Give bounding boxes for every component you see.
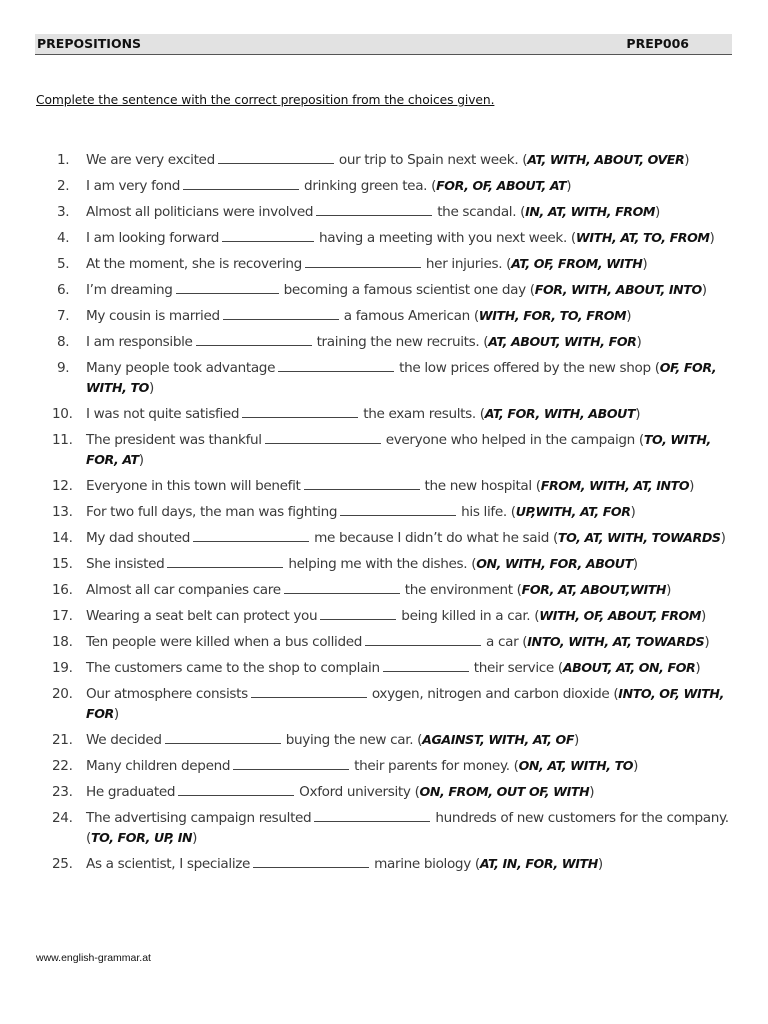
- question-item: [57, 358, 747, 398]
- answer-choices: AT, IN, FOR, WITH: [479, 856, 598, 871]
- question-number: 1.: [57, 152, 70, 168]
- question-number: 11.: [52, 432, 73, 448]
- question-item: [52, 632, 747, 652]
- answer-blank[interactable]: [253, 854, 369, 868]
- question-number: 21.: [52, 732, 73, 748]
- question-number: 2.: [57, 178, 70, 194]
- answer-choices: WITH, AT, TO, FROM: [575, 230, 710, 245]
- answer-choices: WITH, OF, ABOUT, FROM: [539, 608, 701, 623]
- question-number: 17.: [52, 608, 73, 624]
- question-number: 14.: [52, 530, 73, 546]
- closing-paren: ): [148, 380, 154, 396]
- question-text-start: I am very fond: [86, 178, 181, 194]
- question-text-start: I’m dreaming: [86, 282, 173, 298]
- question-text-end: marine biology (: [374, 856, 480, 872]
- question-text-end: the environment (: [404, 582, 522, 598]
- answer-choices: ON, FROM, OUT OF, WITH: [419, 784, 590, 799]
- answer-blank[interactable]: [340, 502, 456, 516]
- question-number: 12.: [52, 478, 73, 494]
- question-text-start: As a scientist, I specialize: [86, 856, 251, 872]
- closing-paren: ): [630, 504, 636, 520]
- question-text-end: oxygen, nitrogen and carbon dioxide (: [371, 686, 619, 702]
- question-text-end: their parents for money. (: [354, 758, 519, 774]
- question-number: 16.: [52, 582, 73, 598]
- question-text-start: He graduated: [86, 784, 176, 800]
- question-text-end: the new hospital (: [424, 478, 541, 494]
- answer-blank[interactable]: [196, 332, 312, 346]
- question-number: 9.: [57, 360, 70, 376]
- question-item: [52, 404, 747, 424]
- question-number: 10.: [52, 406, 73, 422]
- answer-blank[interactable]: [193, 528, 309, 542]
- question-text-end: a famous American (: [343, 308, 479, 324]
- answer-choices: FOR, WITH, ABOUT, INTO: [534, 282, 702, 297]
- question-item: [52, 476, 747, 496]
- closing-paren: ): [589, 784, 595, 800]
- question-number: 20.: [52, 686, 73, 702]
- question-text-start: I am looking forward: [86, 230, 219, 246]
- worksheet-header: [35, 34, 732, 55]
- question-item: [52, 554, 747, 574]
- answer-blank[interactable]: [383, 658, 469, 672]
- question-item: [52, 528, 747, 548]
- question-number: 5.: [57, 256, 70, 272]
- question-item: [57, 306, 747, 326]
- question-number: 24.: [52, 810, 73, 826]
- answer-choices: ON, AT, WITH, TO: [518, 758, 634, 773]
- question-item: [52, 606, 747, 626]
- question-text-end: becoming a famous scientist one day (: [283, 282, 535, 298]
- question-item: [52, 808, 747, 848]
- question-number: 6.: [57, 282, 70, 298]
- answer-blank[interactable]: [316, 202, 432, 216]
- worksheet-code: PREP006: [626, 36, 689, 51]
- answer-choices: AT, ABOUT, WITH, FOR: [488, 334, 637, 349]
- answer-blank[interactable]: [242, 404, 358, 418]
- question-item: [52, 430, 747, 470]
- answer-choices: FOR, OF, ABOUT, AT: [436, 178, 567, 193]
- answer-choices: ABOUT, AT, ON, FOR: [562, 660, 696, 675]
- question-text-start: Everyone in this town will benefit: [86, 478, 301, 494]
- answer-blank[interactable]: [305, 254, 421, 268]
- answer-choices: OF, FOR, WITH, TO: [86, 360, 717, 395]
- closing-paren: ): [574, 732, 580, 748]
- question-text-start: Wearing a seat belt can protect you: [86, 608, 318, 624]
- answer-choices: AT, OF, FROM, WITH: [511, 256, 643, 271]
- question-text-end: buying the new car. (: [285, 732, 423, 748]
- answer-blank[interactable]: [165, 730, 281, 744]
- answer-choices: TO, FOR, UP, IN: [90, 830, 193, 845]
- question-text-start: We are very excited: [86, 152, 215, 168]
- question-item: [57, 150, 747, 170]
- question-text-start: Almost all car companies care: [86, 582, 281, 598]
- question-number: 18.: [52, 634, 73, 650]
- question-item: [52, 684, 747, 724]
- question-text-end: the scandal. (: [437, 204, 526, 220]
- question-text-end: his life. (: [461, 504, 516, 520]
- question-item: [52, 658, 747, 678]
- question-text-end: helping me with the dishes. (: [288, 556, 477, 572]
- closing-paren: ): [684, 152, 690, 168]
- question-text-start: Our atmosphere consists: [86, 686, 248, 702]
- question-text-end: everyone who helped in the campaign (: [385, 432, 644, 448]
- question-text-end: our trip to Spain next week. (: [338, 152, 528, 168]
- question-number: 15.: [52, 556, 73, 572]
- question-text-end: the exam results. (: [363, 406, 485, 422]
- answer-blank[interactable]: [218, 150, 334, 164]
- question-text-start: The president was thankful: [86, 432, 262, 448]
- question-text-start: At the moment, she is recovering: [86, 256, 302, 272]
- question-item: [57, 254, 747, 274]
- closing-paren: ): [566, 178, 572, 194]
- closing-paren: ): [709, 230, 715, 246]
- question-text-start: The advertising campaign resulted: [86, 810, 312, 826]
- question-text-start: Many children depend: [86, 758, 231, 774]
- question-item: [57, 176, 747, 196]
- question-text-start: My cousin is married: [86, 308, 220, 324]
- answer-blank[interactable]: [183, 176, 299, 190]
- answer-choices: AT, WITH, ABOUT, OVER: [527, 152, 685, 167]
- closing-paren: ): [655, 204, 660, 220]
- question-text-end: having a meeting with you next week. (: [318, 230, 576, 246]
- worksheet-title: PREPOSITIONS: [37, 36, 142, 51]
- question-text-start: Almost all politicians were involved: [86, 204, 314, 220]
- closing-paren: ): [666, 582, 672, 598]
- question-text-start: She insisted: [86, 556, 165, 572]
- answer-choices: WITH, FOR, TO, FROM: [478, 308, 627, 323]
- answer-choices: FOR, AT, ABOUT,WITH: [521, 582, 667, 597]
- question-text-end: me because I didn’t do what he said (: [314, 530, 558, 546]
- question-list: [52, 150, 747, 880]
- answer-choices: ON, WITH, FOR, ABOUT: [476, 556, 633, 571]
- question-text-end: the low prices offered by the new shop (: [399, 360, 660, 376]
- answer-choices: FROM, WITH, AT, INTO: [540, 478, 690, 493]
- answer-choices: TO, AT, WITH, TOWARDS: [557, 530, 721, 545]
- question-text-end: her injuries. (: [425, 256, 512, 272]
- question-number: 23.: [52, 784, 73, 800]
- question-item: [57, 332, 747, 352]
- closing-paren: ): [704, 634, 710, 650]
- question-item: [52, 756, 747, 776]
- question-text-start: Many people took advantage: [86, 360, 276, 376]
- answer-blank[interactable]: [223, 306, 339, 320]
- closing-paren: ): [720, 530, 726, 546]
- answer-blank[interactable]: [233, 756, 349, 770]
- closing-paren: ): [701, 282, 707, 298]
- question-item: [57, 280, 747, 300]
- question-text-end: drinking green tea. (: [304, 178, 437, 194]
- question-item: [52, 782, 747, 802]
- answer-choices: AGAINST, WITH, AT, OF: [422, 732, 575, 747]
- question-text-end: being killed in a car. (: [401, 608, 540, 624]
- answer-choices: TO, WITH, FOR, AT: [86, 432, 711, 467]
- question-text-end: training the new recruits. (: [316, 334, 489, 350]
- question-text-start: Ten people were killed when a bus collided: [86, 634, 363, 650]
- answer-blank[interactable]: [278, 358, 394, 372]
- closing-paren: ): [689, 478, 695, 494]
- closing-paren: ): [626, 308, 632, 324]
- answer-choices: UP,WITH, AT, FOR: [515, 504, 631, 519]
- question-number: 19.: [52, 660, 73, 676]
- question-item: [52, 580, 747, 600]
- answer-choices: IN, AT, WITH, FROM: [525, 204, 656, 219]
- question-text-end: a car (: [486, 634, 528, 650]
- closing-paren: ): [636, 334, 642, 350]
- question-number: 8.: [57, 334, 70, 350]
- closing-paren: ): [632, 556, 638, 572]
- answer-blank[interactable]: [251, 684, 367, 698]
- question-number: 7.: [57, 308, 70, 324]
- question-text-end: Oxford university (: [299, 784, 420, 800]
- closing-paren: ): [695, 660, 701, 676]
- answer-choices: INTO, OF, WITH, FOR: [86, 686, 724, 721]
- question-item: [57, 202, 747, 222]
- question-item: [57, 228, 747, 248]
- instruction-text: Complete the sentence with the correct preposition from the choices given.: [36, 93, 495, 107]
- answer-blank[interactable]: [222, 228, 314, 242]
- answer-blank[interactable]: [304, 476, 420, 490]
- closing-paren: ): [635, 406, 641, 422]
- question-item: [52, 730, 747, 750]
- answer-blank[interactable]: [178, 782, 294, 796]
- question-item: [52, 502, 747, 522]
- answer-blank[interactable]: [167, 554, 283, 568]
- answer-blank[interactable]: [265, 430, 381, 444]
- question-text-start: I am responsible: [86, 334, 193, 350]
- answer-blank[interactable]: [320, 606, 396, 620]
- answer-blank[interactable]: [176, 280, 279, 294]
- closing-paren: ): [138, 452, 144, 468]
- answer-blank[interactable]: [314, 808, 430, 822]
- question-text-start: The customers came to the shop to complain: [86, 660, 380, 676]
- closing-paren: ): [700, 608, 706, 624]
- question-number: 25.: [52, 856, 73, 872]
- question-text-start: I was not quite satisfied: [86, 406, 240, 422]
- question-text-start: For two full days, the man was fighting: [86, 504, 338, 520]
- closing-paren: ): [633, 758, 639, 774]
- closing-paren: ): [192, 830, 198, 846]
- question-number: 3.: [57, 204, 70, 220]
- answer-blank[interactable]: [284, 580, 400, 594]
- question-item: [52, 854, 747, 874]
- question-number: 13.: [52, 504, 73, 520]
- closing-paren: ): [113, 706, 119, 722]
- answer-choices: AT, FOR, WITH, ABOUT: [484, 406, 636, 421]
- footer-url: www.english-grammar.at: [36, 952, 151, 964]
- question-text-end: hundreds of new customers for the company. (: [86, 810, 729, 846]
- closing-paren: ): [597, 856, 603, 872]
- question-text-end: their service (: [473, 660, 563, 676]
- closing-paren: ): [642, 256, 648, 272]
- question-text-start: My dad shouted: [86, 530, 191, 546]
- question-text-start: We decided: [86, 732, 162, 748]
- answer-choices: INTO, WITH, AT, TOWARDS: [527, 634, 705, 649]
- question-number: 4.: [57, 230, 70, 246]
- question-number: 22.: [52, 758, 73, 774]
- answer-blank[interactable]: [365, 632, 481, 646]
